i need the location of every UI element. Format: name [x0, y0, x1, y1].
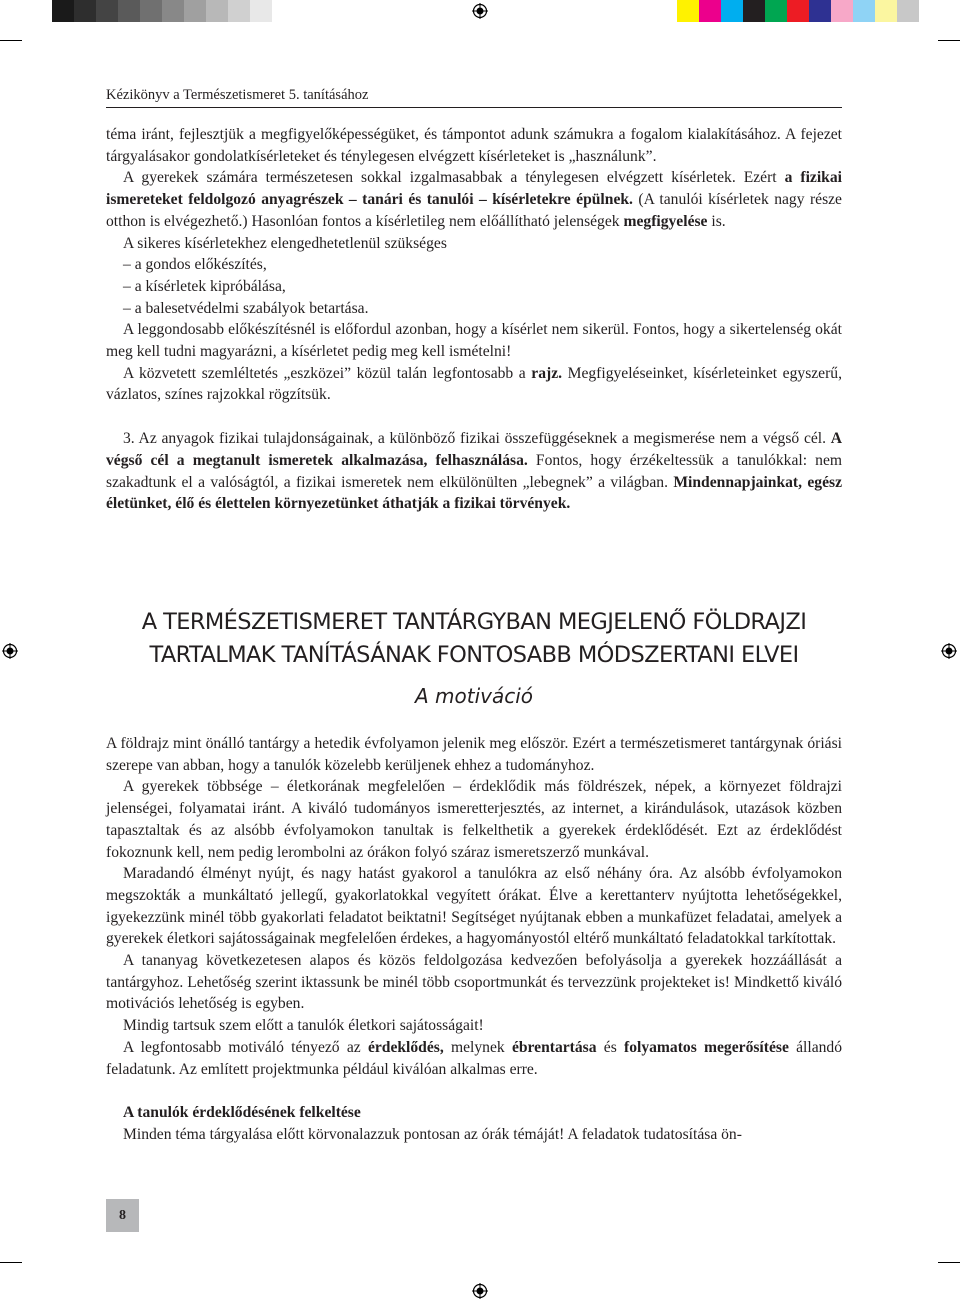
color-swatch — [699, 0, 721, 22]
color-swatch — [677, 0, 699, 22]
paragraph: A legfontosabb motiváló tényező az érdeklődés, melynek ébrentartása és folyamatos megerősítése állandó feladatunk. Az említett projektmunka például kiválóan alkalmas erre. — [106, 1038, 843, 1078]
trim-mark — [0, 1262, 22, 1263]
color-swatch — [162, 0, 184, 22]
registration-mark-left-icon — [2, 643, 18, 659]
color-swatch — [765, 0, 787, 22]
color-swatch — [743, 0, 765, 22]
list-item: – a balesetvédelmi szabályok betartása. — [123, 299, 369, 317]
section-title-line: TARTALMAK TANÍTÁSÁNAK FONTOSABB MÓDSZERTANI ELVEI — [149, 642, 799, 668]
body-text-part1 — [106, 124, 842, 515]
color-swatch — [74, 0, 96, 22]
trim-mark — [0, 40, 22, 41]
paragraph: A sikeres kísérletekhez elengedhetetlenül szükséges — [123, 234, 447, 252]
paragraph: Maradandó élményt nyújt, és nagy hatást gyakorol a tanulókra az első néhány óra. Az alsóbb évfolyamokon megszokták a munkáltató jellegű, gyakorlatokkal vegyített órákat. Élve a kerettanterv nyújtotta lehetőségekkel, igyekezzünk minél több gyakorlati feladatot beiktatni! Segítséget nyújtanak ebben a munkafüzet feladatai, amelyek a gyerekek életkori sajátosságainak megfelelően érdekes, a hagyományostól eltérő munkáltató feladatokkal tarkítottak. — [106, 865, 842, 948]
registration-mark-top-icon — [472, 3, 488, 19]
subsection-heading: A tanulók érdeklődésének felkeltése — [123, 1104, 361, 1122]
paragraph: A leggondosabb előkészítésnél is előfordul azonban, hogy a kísérlet nem sikerül. Fontos, hogy a sikertelenség okát meg kell tudni magyarázni, a kísérletet pedig meg kell ismételni! — [106, 321, 842, 361]
section-title-line: A TERMÉSZETISMERET TANTÁRGYBAN MEGJELENŐ FÖLDRAJZI — [141, 609, 807, 635]
registration-mark-right-icon — [941, 643, 957, 659]
trim-mark — [938, 1262, 960, 1263]
list-item: – a gondos előkészítés, — [123, 256, 267, 274]
color-swatch — [853, 0, 875, 22]
registration-mark-bottom-icon — [472, 1283, 488, 1299]
color-swatch — [787, 0, 809, 22]
paragraph: A gyerekek többsége – életkorának megfelelően – érdeklődik más földrészek, népek, a környezet földrajzi jelenségei, folyamatai iránt. A kiváló tudományos ismeretterjesztés, az internet, a kirándulások, utazások közben tapasztaltak és az alsóbb évfolyamokon tanultak is felkelthetik a gyerekek érdeklődését. Ezt az érdeklődést fokoznunk kell, nem pedig lerombolni az órákon folyó száraz ismeretszerző munkával. — [106, 778, 842, 861]
trim-mark — [938, 40, 960, 41]
color-swatch — [831, 0, 853, 22]
color-swatch — [228, 0, 250, 22]
section-title — [106, 606, 842, 672]
color-swatch — [875, 0, 897, 22]
section-subtitle: A motiváció — [414, 684, 534, 708]
paragraph: A közvetett szemléltetés „eszközei” közül talán legfontosabb a rajz. Megfigyeléseinket, kísérleteinket egyszerű, vázlatos, színes rajzokkal rögzítsük. — [106, 364, 842, 404]
paragraph: A földrajz mint önálló tantárgy a hetedik évfolyamon jelenik meg először. Ezért a természetismeret tantárgynak óriási szerepe van abban, hogy a tanulók közelebb kerüljenek ehhez a tudományhoz. — [106, 735, 842, 774]
paragraph: Minden téma tárgyalása előtt körvonalazzuk pontosan az órák témáját! A feladatok tudatosítása ön- — [123, 1125, 742, 1143]
color-swatch — [52, 0, 74, 22]
running-title: Kézikönyv a Természetismeret 5. tanításához — [106, 87, 369, 103]
color-swatch — [809, 0, 831, 22]
paragraph: téma iránt, fejlesztjük a megfigyelőképességüket, és támpontot adunk számukra a fogalom kialakításához. A fejezet tárgyalásakor gondolatkísérleteket és ténylegesen elvégzett kísérleteket is „használunk”. — [106, 126, 842, 165]
color-swatch — [96, 0, 118, 22]
page-number: 8 — [106, 1199, 139, 1232]
color-swatch — [721, 0, 743, 22]
color-calibration-bar — [677, 0, 919, 22]
color-swatch — [140, 0, 162, 22]
paragraph: 3. Az anyagok fizikai tulajdonságainak, a különböző fizikai összefüggéseknek a megismerése nem a végső cél. A végső cél a megtanult ismeretek alkalmazása, felhasználása. Fontos, hogy érzékeltessük a tanulókkal: nem szakadtunk el a valóságtól, a fizikai ismeretek nem elkülönülten „lebegnek” a világban. Mindennapjainkat, egész életünket, élő és élettelen környezetünket áthatják a fizikai törvények. — [106, 430, 843, 513]
color-swatch — [206, 0, 228, 22]
color-swatch — [184, 0, 206, 22]
body-text-part2 — [106, 733, 842, 1146]
running-header — [106, 86, 842, 108]
gray-calibration-bar — [52, 0, 272, 22]
list-item: – a kísérletek kipróbálása, — [123, 277, 286, 295]
color-swatch — [118, 0, 140, 22]
paragraph: Mindig tartsuk szem előtt a tanulók életkori sajátosságait! — [123, 1017, 484, 1035]
color-swatch — [897, 0, 919, 22]
paragraph: A gyerekek számára természetesen sokkal izgalmasabbak a ténylegesen elvégzett kísérletek. Ezért a fizikai ismereteket feldolgozó anyagrészek – tanári és tanulói – kísérletekre épülnek. (A tanulói kísérletek nagy része otthon is elvégezhető.) Hasonlóan fontos a kísérletileg nem előállítható jelenségek megfigyelése is. — [106, 169, 842, 230]
paragraph: A tananyag következetesen alapos és közös feldolgozása kedvezően befolyásolja a gyerekek hozzáállását a tantárgyhoz. Lehetőség szerint iktassunk be minél több csoportmunkát és tervezzünk projekteket is! Mindkettő kiváló motivációs lehetőség is egyben. — [106, 952, 842, 1013]
color-swatch — [250, 0, 272, 22]
